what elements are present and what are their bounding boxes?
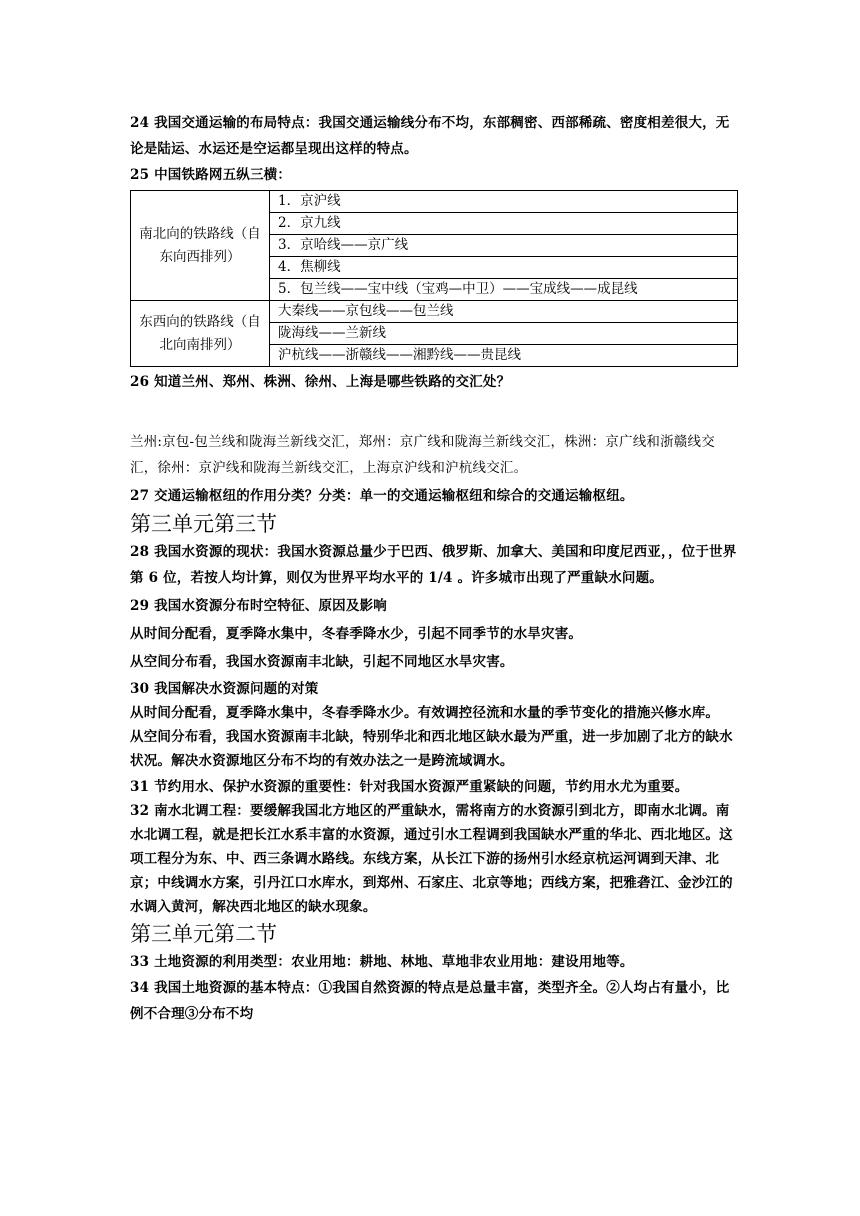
blank-line [130,395,740,421]
item-32-label: 32 南水北调工程： [130,803,250,819]
ns-line-3: 3．京哈线——京广线 [270,235,738,257]
ew-category-cell: 东西向的铁路线（自北向南排列） [131,301,270,367]
item-33-text: 农业用地：耕地、林地、草地非农业用地：建设用地等。 [291,954,634,970]
item-34 [130,975,740,1027]
item-28 [130,539,740,591]
ns-line-5: 5．包兰线——宝中线（宝鸡—中卫）——宝成线——成昆线 [270,279,738,301]
item-26-label: 26 知道兰州、郑州、株洲、徐州、上海是哪些铁路的交汇处？ [130,374,511,390]
ns-line-4: 4．焦柳线 [270,257,738,279]
ew-line-3: 沪杭线——浙赣线——湘黔线——贵昆线 [270,345,738,367]
item-33-label: 33 土地资源的利用类型： [130,954,292,970]
document-page [130,110,740,1027]
item-31 [130,775,740,799]
item-30-line-1: 从时间分配看，夏季降水集中，冬春季降水少。有效调控径流和水量的季节变化的措施兴修水库。 [130,705,720,721]
item-27 [130,483,740,509]
item-27-label: 27 交通运输枢纽的作用分类？分类： [130,488,360,504]
item-32 [130,799,740,919]
item-29-label: 29 我国水资源分布时空特征、原因及影响 [130,598,387,614]
item-24-label: 24 我国交通运输的布局特点： [130,115,319,131]
item-34-label: 34 我国土地资源的基本特点： [130,980,319,996]
railway-table [130,190,738,367]
item-28-label: 28 我国水资源的现状： [130,544,278,560]
item-34-text: ①我国自然资源的特点是总量丰富，类型齐全。②人均占有量小，比例不合理③分布不均 [130,980,730,1022]
item-29-line-1: 从时间分配看，夏季降水集中，冬春季降水少，引起不同季节的水旱灾害。 [130,626,583,642]
section-heading-3-2: 第三单元第二节 [130,922,277,946]
item-33 [130,949,740,975]
table-row [131,301,738,323]
item-30-line-2: 从空间分布看，我国水资源南丰北缺，特别华北和西北地区缺水最为严重，进一步加剧了北方的缺水状况。解决水资源地区分布不均的有效办法之一是跨流域调水。 [130,729,733,769]
item-31-text: 针对我国水资源严重紧缺的问题，节约用水尤为重要。 [359,779,689,795]
item-24-text: 我国交通运输线分布不均，东部稠密、西部稀疏、密度相差很大，无论是陆运、水运还是空运都呈现出这样的特点。 [130,115,730,157]
item-29-line-2: 从空间分布看，我国水资源南丰北缺，引起不同地区水旱灾害。 [130,654,514,670]
table-row [131,191,738,213]
item-26-answer: 兰州:京包-包兰线和陇海兰新线交汇，郑州：京广线和陇海兰新线交汇，株洲：京广线和浙赣线交汇，徐州：京沪线和陇海兰新线交汇，上海京沪线和沪杭线交汇。 [130,434,715,476]
ns-category-cell: 南北向的铁路线（自东向西排列） [131,191,270,301]
item-27-text: 单一的交通运输枢纽和综合的交通运输枢纽。 [359,488,634,504]
item-30-label: 30 我国解决水资源问题的对策 [130,681,319,697]
item-25-label: 25 中国铁路网五纵三横： [130,167,292,183]
item-28-text: 我国水资源总量少于巴西、俄罗斯、加拿大、美国和印度尼西亚，，位于世界第 6 位，若按人均计算，则仅为世界平均水平的 1/4 。许多城市出现了严重缺水问题。 [130,544,737,586]
item-32-text: 要缓解我国北方地区的严重缺水，需将南方的水资源引到北方，即南水北调。南水北调工程，就是把长江水系丰富的水资源，通过引水工程调到我国缺水严重的华北、西北地区。这项工程分为东、中、西三条调水路线。东线方案，从长江下游的扬州引水经京杭运河调到天津、北京；中线调水方案，引丹江口水库水，到郑州、石家庄、北京等地；西线方案，把雅砻江、金沙江的水调入黄河，解决西北地区的缺水现象。 [130,803,733,915]
item-24 [130,110,740,162]
ns-line-2: 2．京九线 [270,213,738,235]
ns-line-1: 1．京沪线 [270,191,738,213]
ew-line-1: 大秦线——京包线——包兰线 [270,301,738,323]
item-31-label: 31 节约用水、保护水资源的重要性： [130,779,360,795]
ew-line-2: 陇海线——兰新线 [270,323,738,345]
section-heading-3-3: 第三单元第三节 [130,512,277,536]
